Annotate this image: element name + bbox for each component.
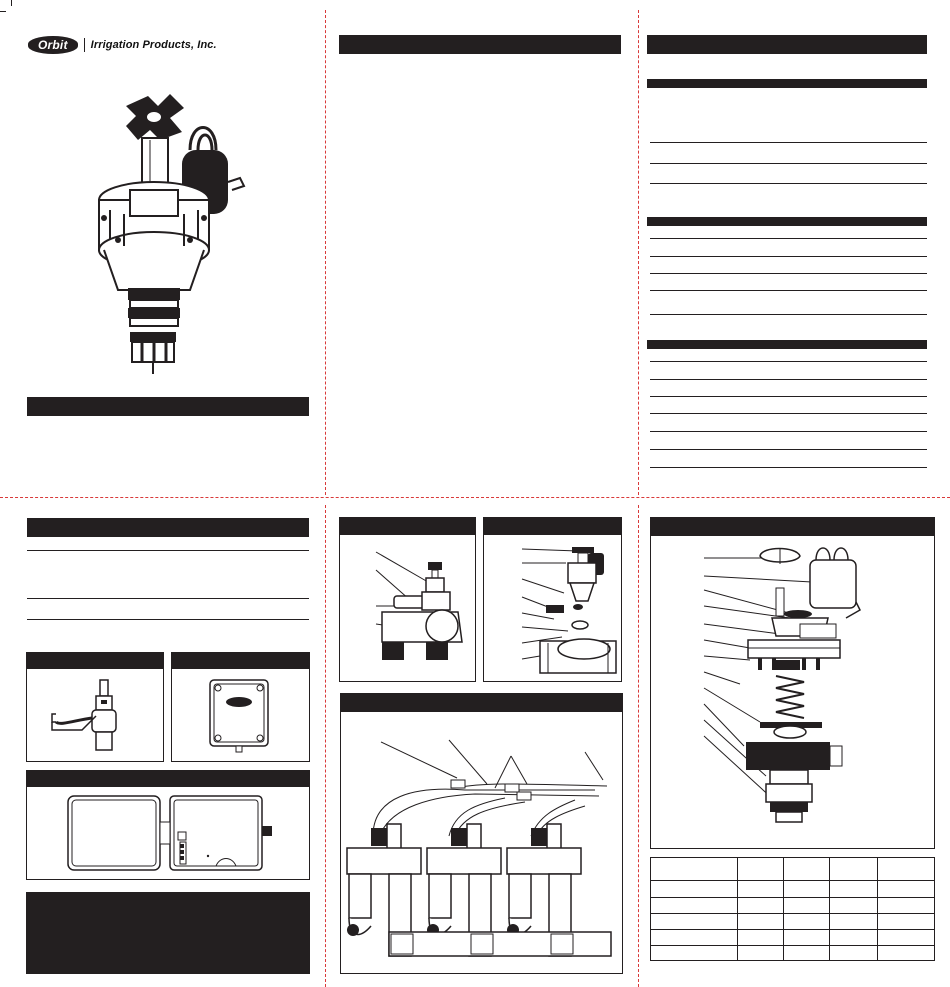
multi-valve-wiring-icon [345,736,617,962]
table-row-line [650,897,935,898]
logo-divider [84,38,85,52]
valve-assembly-icon [518,545,618,675]
section-header-bar [647,340,927,349]
rule-line [650,273,927,274]
junction-box-icon [208,676,272,754]
figure-header-bar [339,517,476,535]
section-header-bar [339,35,621,54]
fold-line-vertical-left [325,505,326,987]
figure-header-bar [483,517,622,535]
brand-logo-mark: Orbit [28,36,78,54]
rule-line [650,431,927,432]
rule-line [650,413,927,414]
anti-siphon-valve-icon [372,548,472,670]
rule-line [650,183,927,184]
rule-line [650,449,927,450]
section-header-bar [27,397,309,416]
fold-line-vertical-left [325,10,326,495]
faucet-hose-icon [46,676,136,756]
rule-line [650,467,927,468]
rule-line [650,379,927,380]
rule-line [650,314,927,315]
crop-mark [11,0,12,6]
rule-line [650,361,927,362]
table-column-line [877,857,878,960]
rule-line [27,619,309,620]
fold-line-vertical-right [638,505,639,987]
table-column-line [829,857,830,960]
fold-line-vertical-right [638,10,639,495]
table-column-line [783,857,784,960]
table-column-line [737,857,738,960]
figure-header-bar [340,693,623,712]
exploded-valve-parts-icon [700,548,870,838]
timer-cabinet-icon [66,792,276,876]
section-header-bar [27,518,309,537]
brand-logo [28,36,217,54]
fold-line-horizontal [0,497,950,498]
table-row-line [650,929,935,930]
figure-header-bar [171,652,310,669]
table-row-line [650,880,935,881]
rule-line [650,142,927,143]
rule-line [27,550,309,551]
table-row-line [650,945,935,946]
section-header-bar [647,79,927,88]
rule-line [650,256,927,257]
rule-line [650,163,927,164]
section-header-bar [647,217,927,226]
section-header-bar [647,35,927,54]
rule-line [650,290,927,291]
figure-header-bar [26,652,164,669]
company-name: Irrigation Products, Inc. [90,39,217,51]
rule-line [650,396,927,397]
figure-header-bar [26,770,310,787]
rule-line [650,238,927,239]
table-row-line [650,913,935,914]
rule-line [27,598,309,599]
figure-header-bar [650,517,935,536]
crop-mark [0,11,6,12]
warning-block [26,892,310,974]
valve-illustration-icon [90,90,260,380]
